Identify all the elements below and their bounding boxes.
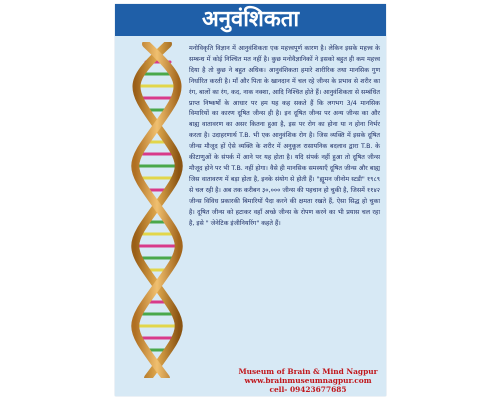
body-text: मनोविकृति विज्ञान में आनुवंशिकता एक महत्त्वपूर्ण कारण है। लेकिन इसके महत्त्व के सम्बन्ध में कोई निश्चित मत नहीं है। कुछ मनोवैज्ञानिकों ने इसको बहुत ही कम महत्त्व दिया है तो कुछ ने बहुत अधिक। आनुवंशिकता हमारे शारीरिक तथा मानसिक गुण निर्धारित करती है। माँ और पिता के खानदान में चल रहे जीन्स के प्रभाव से शरीर का रंग, बालों का रंग, कद, नाक नक्शा, आदि निश्चित होते हैं। आनुवंशिकता से सम्बंधित प्राप्त निष्कर्षों के आधार पर हम यह कह सकते हैं कि लगभग 3/4 मानसिक विमारियों का कारण दूषित जीन्स ही है। इन दूषित जीन्स पर अन्य जीन्स का और बाह्य वातावरण का असर कितना हुआ है, इस पर रोग का होना या न होना निर्भर करता है। उदाहरणार्थ T.B. भी एक आनुवंशिक रोग है। जिस व्यक्ति में इसके दूषित जीन्स मौजूद हों ऐसे व्यक्ति के शरीर में अनुकूल रासायनिक बदलाव द्वारा T.B. के कीटाणुओं के संपर्क में आने पर यह होता है। यदि संपर्क नहीं हुआ तो दूषित जीन्स मौजूद होने पर भी T.B. नहीं होगा। वैसे ही मानसिक समस्याएँ दूषित जीन्स और बाह्य जिस वातावरण में बड़ा होता है, इनके संयोग से होती हैं। "ह्यूमन जीनोम स्टडी" १९८९ से चल रही है। अब तक करीबन ३०,००० जीन्स की पहचान हो चुकी है, जिसमें ११४२ जीन्स विविध प्रकारकी बिमारियों पैदा करने की क्षमता रखते हैं, ऐसा सिद्ध हो चुका है। दूषित जीन्स को हटाकर वहाँ अच्छे जीन्स के रोपण करने का भी प्रयास चल रहा है, इसे " जेनेटिक इंजीनियरिंग" कहते हैं। bbox=[189, 45, 380, 227]
footer-contact bbox=[233, 368, 383, 394]
title-bar bbox=[115, 4, 386, 36]
poster bbox=[115, 4, 386, 396]
poster-title: अनुवंशिकता bbox=[201, 7, 300, 32]
footer-phone: cell- 09423677685 bbox=[269, 384, 347, 394]
dna-helix-illustration bbox=[118, 42, 196, 378]
footer-website: www.brainmuseumnagpur.com bbox=[244, 375, 372, 385]
footer-museum-name: Museum of Brain & Mind Nagpur bbox=[238, 367, 378, 376]
